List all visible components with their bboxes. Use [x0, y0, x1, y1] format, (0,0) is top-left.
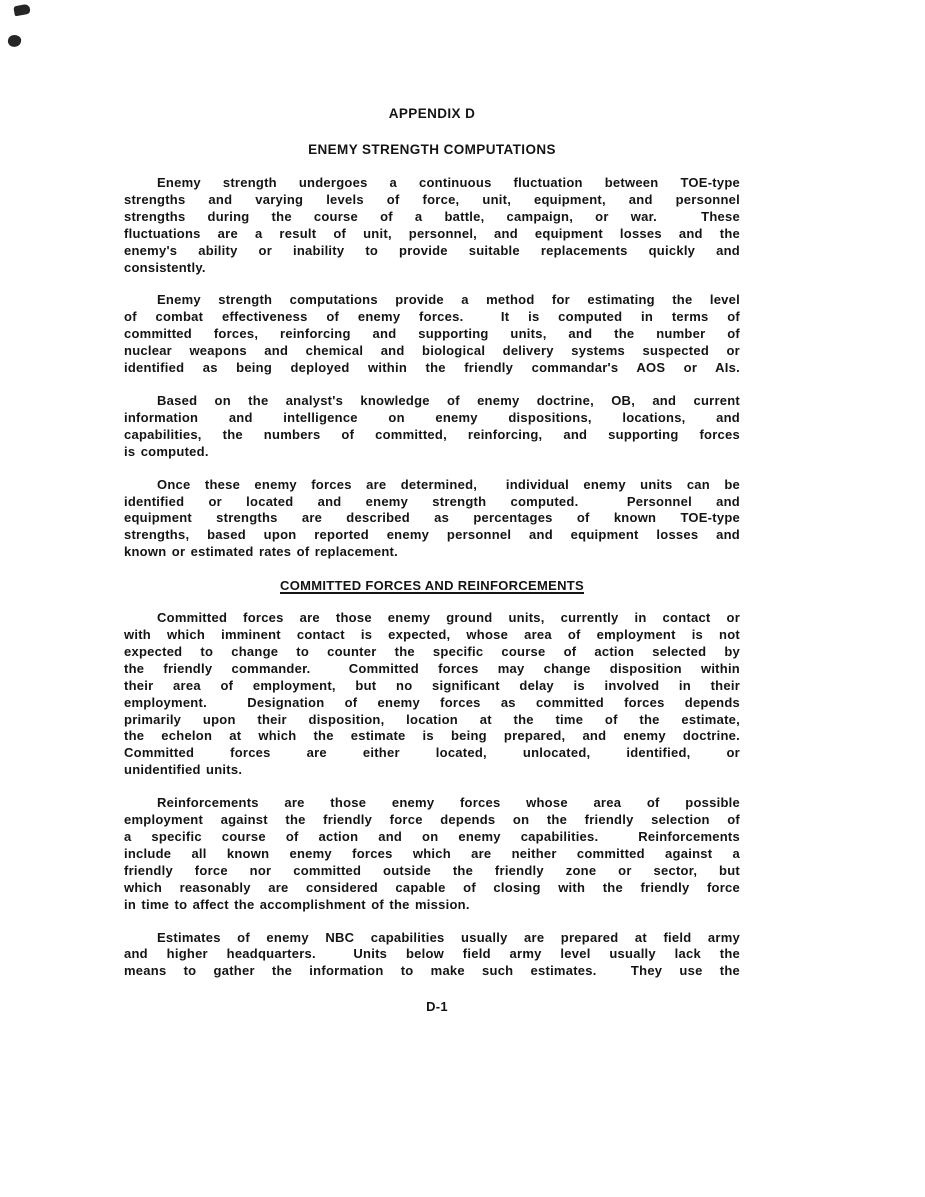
paragraph-line: strengths during the course of a battle, campaign, or war. These [124, 208, 740, 224]
text-block [124, 105, 740, 1015]
paragraph-line: known or estimated rates of replacement. [124, 544, 398, 560]
paragraph-line: primarily upon their disposition, location at the time of the estimate, [124, 711, 740, 727]
appendix-label: APPENDIX D [388, 106, 476, 121]
document-title: ENEMY STRENGTH COMPUTATIONS [308, 142, 556, 157]
paragraph-line: means to gather the information to make such estimates. They use the [124, 963, 740, 979]
paragraph-line: committed forces, reinforcing and supporting units, and the number of [124, 326, 740, 342]
paragraph-line: Based on the analyst's knowledge of enemy doctrine, OB, and current [157, 392, 740, 408]
paragraph-line: which reasonably are considered capable of closing with the friendly force [124, 879, 740, 895]
paragraph-line: capabilities, the numbers of committed, reinforcing, and supporting forces [124, 426, 740, 442]
paragraph-line: Enemy strength computations provide a method for estimating the level [157, 292, 740, 308]
paragraph-line: consistently. [124, 259, 206, 275]
paragraph-line: expected to change to counter the specific course of action selected by [124, 643, 740, 659]
paragraph [124, 175, 740, 276]
paragraph-line: of combat effectiveness of enemy forces. It is computed in terms of [124, 309, 740, 325]
paragraph-line: include all known enemy forces which are neither committed against a [124, 845, 740, 861]
paragraph-line: information and intelligence on enemy dispositions, locations, and [124, 409, 740, 425]
paragraph-line: friendly force nor committed outside the friendly zone or sector, but [124, 862, 740, 878]
paragraph-line: identified or located and enemy strength computed. Personnel and [124, 493, 740, 509]
paragraph-line: identified as being deployed within the friendly commandar's AOS or AIs. [124, 360, 740, 376]
paragraph-line: employment. Designation of enemy forces as committed forces depends [124, 694, 740, 710]
paragraph-line: Estimates of enemy NBC capabilities usually are prepared at field army [157, 929, 740, 945]
paragraph-line: strengths and varying levels of force, unit, equipment, and personnel [124, 191, 740, 207]
paragraph [124, 610, 740, 779]
paragraph [124, 795, 740, 913]
scan-artifact [7, 34, 23, 49]
paragraph-line: enemy's ability or inability to provide suitable replacements quickly and [124, 242, 740, 258]
paragraph-line: the echelon at which the estimate is being prepared, and enemy doctrine. [124, 728, 740, 744]
paragraph-line: Enemy strength undergoes a continuous fluctuation between TOE-type [157, 175, 740, 190]
paragraph-line: equipment strengths are described as percentages of known TOE-type [124, 510, 740, 526]
paragraph-line: the friendly commander. Committed forces may change disposition within [124, 660, 740, 676]
paragraph-line: is computed. [124, 443, 209, 459]
paragraph-line: in time to affect the accomplishment of the mission. [124, 896, 470, 912]
paragraph-line: their area of employment, but no significant delay is involved in their [124, 677, 740, 693]
paragraph-line: Once these enemy forces are determined, individual enemy units can be [157, 476, 740, 492]
paragraph-line: with which imminent contact is expected, whose area of employment is not [124, 627, 740, 643]
paragraph-line: unidentified units. [124, 762, 243, 778]
page-number: D-1 [426, 999, 448, 1015]
paragraph-line: Reinforcements are those enemy forces whose area of possible [157, 795, 740, 811]
paragraph-line: Committed forces are either located, unlocated, identified, or [124, 745, 740, 761]
paragraph [124, 292, 740, 377]
section-heading: COMMITTED FORCES AND REINFORCEMENTS [280, 578, 584, 594]
paragraph-line: and higher headquarters. Units below field army level usually lack the [124, 946, 740, 962]
document-body [124, 175, 740, 980]
paragraph [124, 393, 740, 461]
paragraph [124, 930, 740, 981]
paragraph-line: Committed forces are those enemy ground units, currently in contact or [157, 610, 740, 626]
scan-artifact [13, 4, 30, 17]
paragraph [124, 477, 740, 562]
paragraph-line: strengths, based upon reported enemy personnel and equipment losses and [124, 527, 740, 543]
paragraph-line: a specific course of action and on enemy capabilities. Reinforcements [124, 829, 740, 844]
paragraph-line: employment against the friendly force depends on the friendly selection of [124, 812, 740, 828]
paragraph-line: fluctuations are a result of unit, personnel, and equipment losses and the [124, 225, 740, 241]
paragraph-line: nuclear weapons and chemical and biological delivery systems suspected or [124, 343, 740, 359]
